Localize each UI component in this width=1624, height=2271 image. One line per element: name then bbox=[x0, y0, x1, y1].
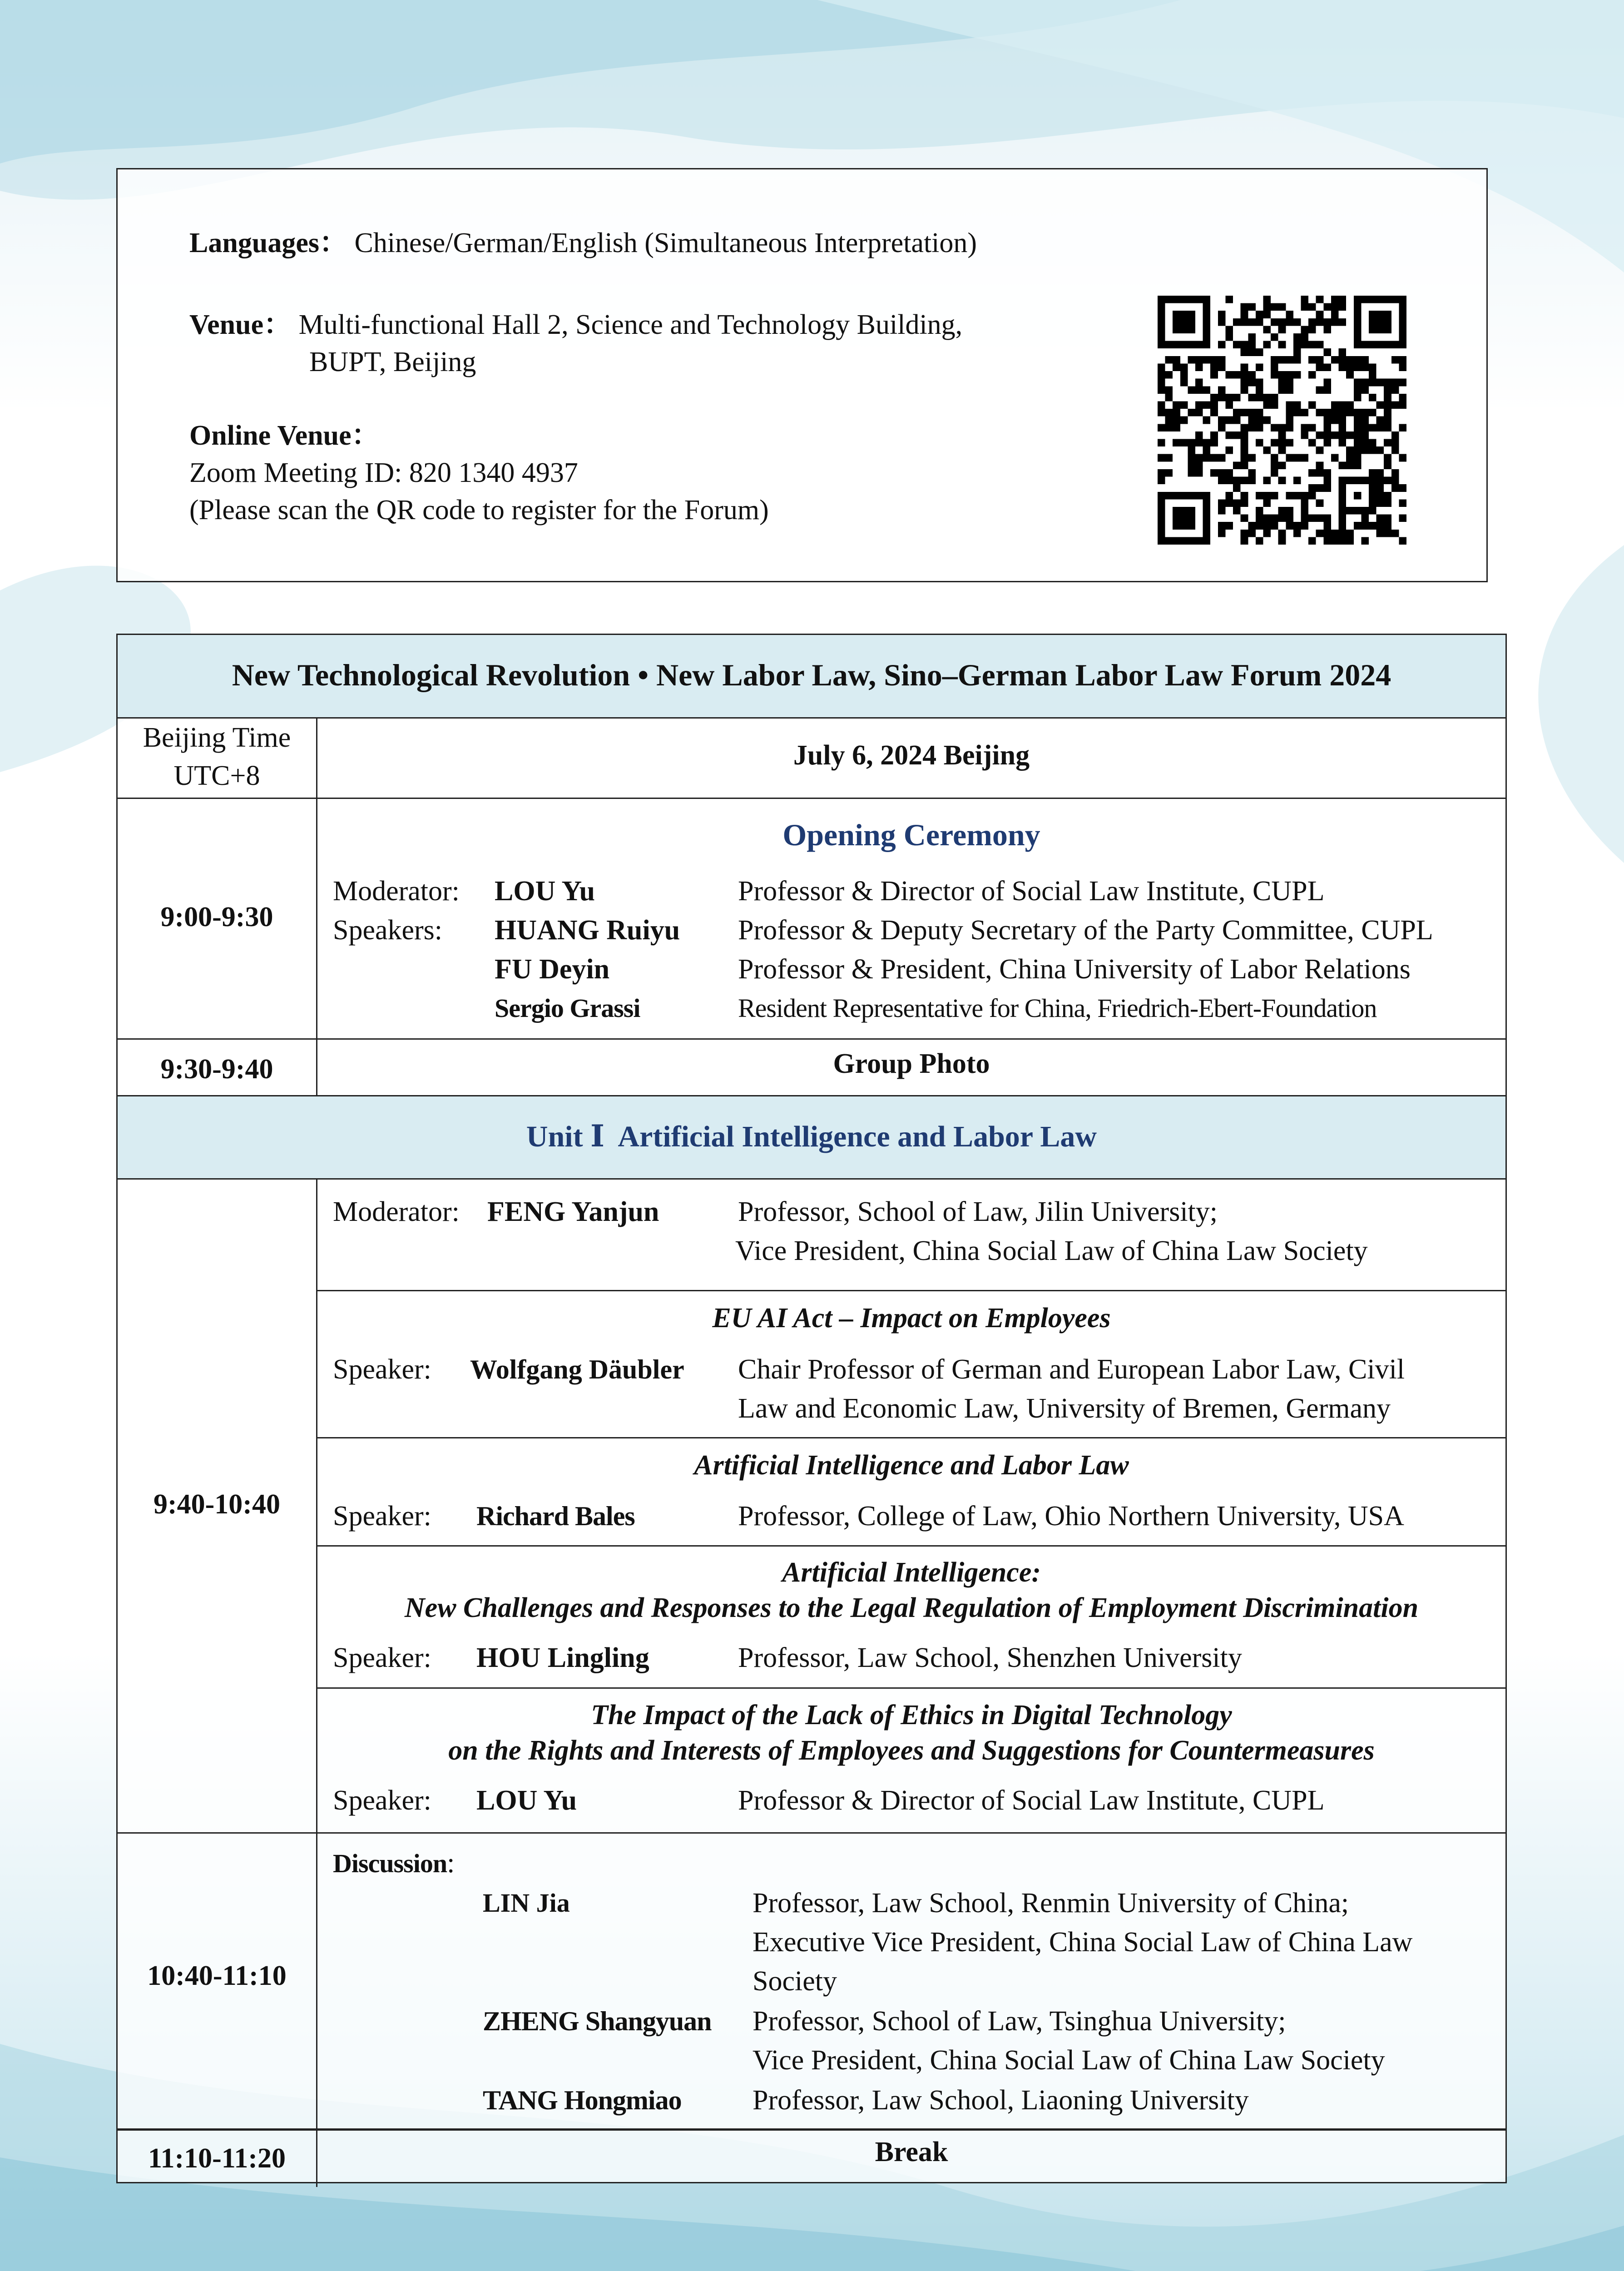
unit-1-block bbox=[118, 1178, 1505, 1832]
agenda-title: New Technological Revolution • New Labor Law, Sino–German Labor Law Forum 2024 bbox=[232, 658, 1391, 692]
discussant-title: Executive Vice President, China Social Law of China Law bbox=[753, 1927, 1413, 1958]
opening-person-name: Sergio Grassi bbox=[495, 993, 640, 1023]
registration-qr-code[interactable] bbox=[1158, 296, 1406, 545]
discussion-colon: : bbox=[447, 1848, 455, 1879]
opening-heading: Opening Ceremony bbox=[782, 818, 1040, 852]
discussant-name: LIN Jia bbox=[483, 1888, 570, 1918]
date-heading: July 6, 2024 Beijing bbox=[793, 740, 1030, 771]
speaker-label: Speaker: bbox=[333, 1354, 431, 1385]
venue-line-2: BUPT, Beijing bbox=[309, 347, 476, 377]
opening-person-title: Professor & Deputy Secretary of the Party Committee, CUPL bbox=[738, 915, 1433, 946]
talk-title: on the Rights and Interests of Employees and Suggestions for Countermeasures bbox=[448, 1735, 1375, 1766]
unit-1-time: 9:40-10:40 bbox=[153, 1489, 280, 1520]
talk-title: Artificial Intelligence and Labor Law bbox=[694, 1450, 1129, 1481]
opening-moderator-label: Moderator: bbox=[333, 876, 460, 907]
discussion-time: 10:40-11:10 bbox=[147, 1960, 287, 1991]
opening-person-name: LOU Yu bbox=[495, 876, 595, 907]
agenda-title-row bbox=[118, 635, 1505, 717]
discussant-title: Society bbox=[753, 1966, 837, 1997]
unit-moderator-title: Vice President, China Social Law of China Law Society bbox=[735, 1235, 1368, 1266]
discussant-name: TANG Hongmiao bbox=[483, 2085, 682, 2115]
opening-person-name: FU Deyin bbox=[495, 954, 610, 985]
zoom-meeting-id: Zoom Meeting ID: 820 1340 4937 bbox=[189, 457, 578, 488]
languages-row bbox=[189, 225, 977, 261]
group-photo-label: Group Photo bbox=[833, 1048, 990, 1079]
break-row bbox=[118, 2128, 1505, 2185]
talk-title: Artificial Intelligence: bbox=[782, 1557, 1041, 1588]
group-photo-row bbox=[118, 1038, 1505, 1095]
break-label: Break bbox=[875, 2137, 948, 2167]
time-header-1: Beijing Time bbox=[143, 722, 291, 753]
date-row bbox=[118, 717, 1505, 798]
talk-speaker: LOU Yu bbox=[476, 1785, 577, 1816]
online-venue-label: Online Venue： bbox=[189, 420, 380, 451]
unit-1-heading-row bbox=[118, 1095, 1505, 1178]
talk-affiliation: Chair Professor of German and European Labor Law, Civil bbox=[738, 1354, 1405, 1385]
unit-moderator-label: Moderator: bbox=[333, 1196, 460, 1227]
discussant-title: Professor, Law School, Renmin University of China; bbox=[753, 1888, 1349, 1919]
discussant-title: Professor, Law School, Liaoning University bbox=[753, 2085, 1249, 2116]
talk-title: New Challenges and Responses to the Legal Regulation of Employment Discrimination bbox=[404, 1592, 1419, 1623]
talk-affiliation: Law and Economic Law, University of Bremen, Germany bbox=[738, 1393, 1391, 1424]
discussant-title: Professor, School of Law, Tsinghua University; bbox=[753, 2006, 1286, 2037]
talk-affiliation: Professor, College of Law, Ohio Northern University, USA bbox=[738, 1501, 1404, 1532]
discussant-name: ZHENG Shangyuan bbox=[483, 2006, 712, 2036]
discussion-label: Discussion bbox=[333, 1849, 447, 1878]
speaker-label: Speaker: bbox=[333, 1785, 431, 1816]
opening-person-title: Professor & Director of Social Law Institute, CUPL bbox=[738, 876, 1325, 907]
info-box bbox=[116, 168, 1488, 582]
opening-speakers-label: Speakers: bbox=[333, 915, 443, 946]
venue-line-1: Multi-functional Hall 2, Science and Technology Building, bbox=[298, 309, 963, 340]
talk-title: EU AI Act – Impact on Employees bbox=[712, 1303, 1111, 1334]
qr-note: (Please scan the QR code to register for the Forum) bbox=[189, 495, 769, 526]
unit-moderator-title: Professor, School of Law, Jilin University; bbox=[738, 1196, 1218, 1227]
talk-affiliation: Professor, Law School, Shenzhen University bbox=[738, 1642, 1242, 1673]
venue-row bbox=[189, 307, 962, 343]
discussant-title: Vice President, China Social Law of China Law Society bbox=[753, 2045, 1385, 2076]
speaker-label: Speaker: bbox=[333, 1642, 431, 1673]
unit-moderator-name: FENG Yanjun bbox=[487, 1196, 659, 1227]
talk-title: The Impact of the Lack of Ethics in Digital Technology bbox=[591, 1700, 1232, 1731]
languages-label: Languages： bbox=[189, 228, 347, 258]
languages-value: Chinese/German/English (Simultaneous Interpretation) bbox=[354, 228, 977, 258]
talk-speaker: Wolfgang Däubler bbox=[470, 1354, 684, 1384]
unit-1-heading: Unit Ⅰ Artificial Intelligence and Labor Law bbox=[526, 1120, 1097, 1153]
opening-person-title: Professor & President, China University of Labor Relations bbox=[738, 954, 1411, 985]
opening-ceremony-row bbox=[118, 798, 1505, 1038]
discussion-row bbox=[118, 1832, 1505, 2128]
opening-person-title: Resident Representative for China, Friedrich-Ebert-Foundation bbox=[738, 993, 1377, 1023]
talk-affiliation: Professor & Director of Social Law Institute, CUPL bbox=[738, 1785, 1325, 1816]
opening-person-name: HUANG Ruiyu bbox=[495, 915, 680, 946]
venue-label: Venue： bbox=[189, 309, 292, 340]
agenda-table bbox=[116, 634, 1507, 2183]
talk-speaker: Richard Bales bbox=[476, 1501, 635, 1531]
opening-time: 9:00-9:30 bbox=[160, 902, 273, 932]
time-header-2: UTC+8 bbox=[173, 760, 260, 791]
discussion-label-wrap bbox=[333, 1844, 455, 1883]
photo-time: 9:30-9:40 bbox=[160, 1054, 273, 1085]
break-time: 11:10-11:20 bbox=[148, 2143, 286, 2174]
talk-speaker: HOU Lingling bbox=[476, 1642, 649, 1673]
speaker-label: Speaker: bbox=[333, 1501, 431, 1532]
